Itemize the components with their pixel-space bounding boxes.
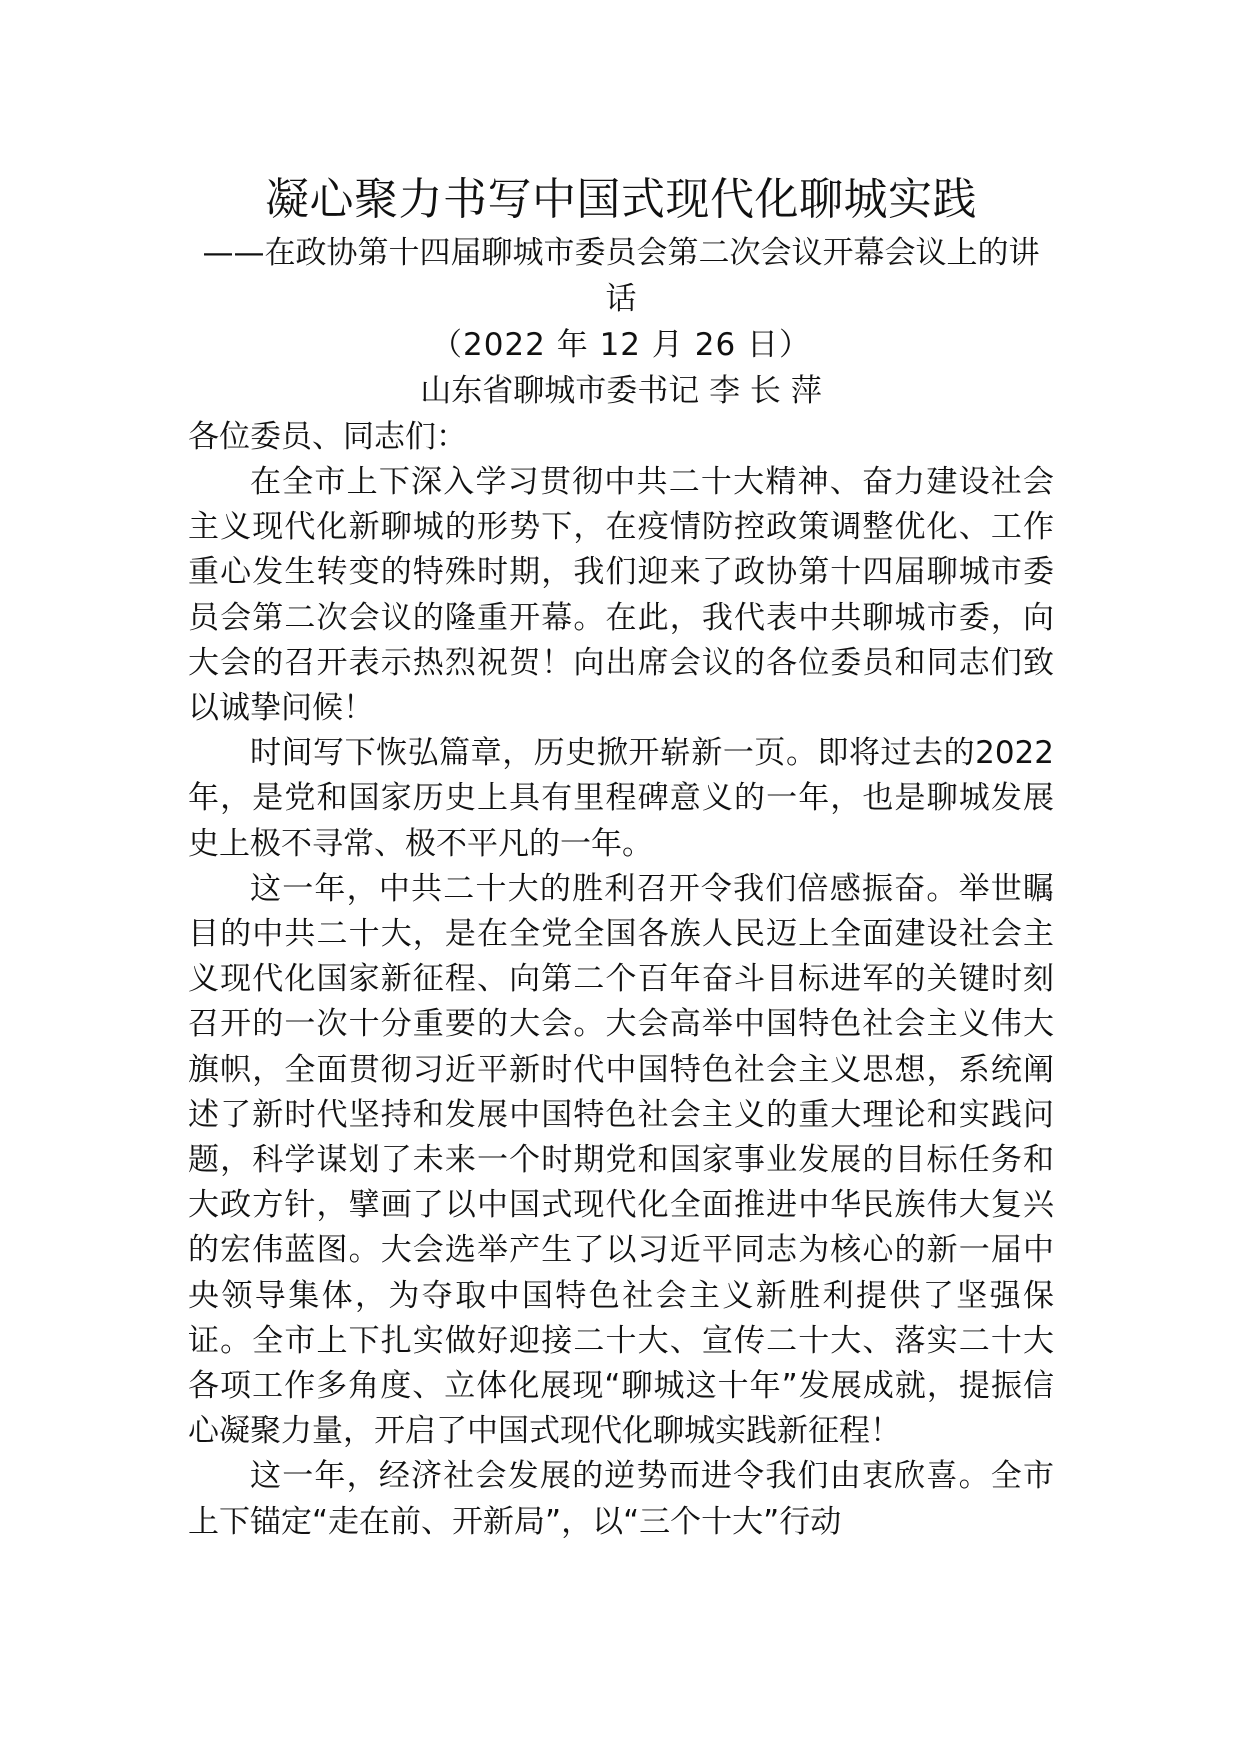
document-title: 凝心聚力书写中国式现代化聊城实践 bbox=[265, 174, 977, 225]
document-author: 山东省聊城市委书记 李 长 萍 bbox=[420, 373, 822, 409]
document-date: （2022 年 12 月 26 日） bbox=[430, 327, 812, 363]
document-subtitle: ——在政协第十四届聊城市委员会第二次会议开幕会议上的讲话 bbox=[202, 235, 1040, 317]
paragraph: 在全市上下深入学习贯彻中共二十大精神、奋力建设社会主义现代化新聊城的形势下，在疫情防控政策调整优化、工作重心发生转变的特殊时期，我们迎来了政协第十四届聊城市委员会第二次会议的隆重开幕。在此，我代表中共聊城市委，向大会的召开表示热烈祝贺！向出席会议的各位委员和同志们致以诚挚问候！ bbox=[188, 464, 1054, 727]
document-body bbox=[188, 170, 1054, 1545]
paragraph: 这一年，经济社会发展的逆势而进令我们由衷欣喜。全市上下锚定“走在前、开新局”，以“三个十大”行动 bbox=[188, 1458, 1054, 1540]
paragraph: 这一年，中共二十大的胜利召开令我们倍感振奋。举世瞩目的中共二十大，是在全党全国各族人民迈上全面建设社会主义现代化国家新征程、向第二个百年奋斗目标进军的关键时刻召开的一次十分重要的大会。大会高举中国特色社会主义伟大旗帜，全面贯彻习近平新时代中国特色社会主义思想，系统阐述了新时代坚持和发展中国特色社会主义的重大理论和实践问题，科学谋划了未来一个时期党和国家事业发展的目标任务和大政方针，擘画了以中国式现代化全面推进中华民族伟大复兴的宏伟蓝图。大会选举产生了以习近平同志为核心的新一届中央领导集体，为夺取中国特色社会主义新胜利提供了坚强保证。全市上下扎实做好迎接二十大、宣传二十大、落实二十大各项工作多角度、立体化展现“聊城这十年”发展成就，提振信心凝聚力量，开启了中国式现代化聊城实践新征程！ bbox=[188, 870, 1054, 1450]
paragraph: 时间写下恢弘篇章，历史掀开崭新一页。即将过去的2022 年，是党和国家历史上具有里程碑意义的一年，也是聊城发展史上极不寻常、极不平凡的一年。 bbox=[188, 735, 1054, 862]
salutation: 各位委员、同志们： bbox=[188, 419, 467, 455]
